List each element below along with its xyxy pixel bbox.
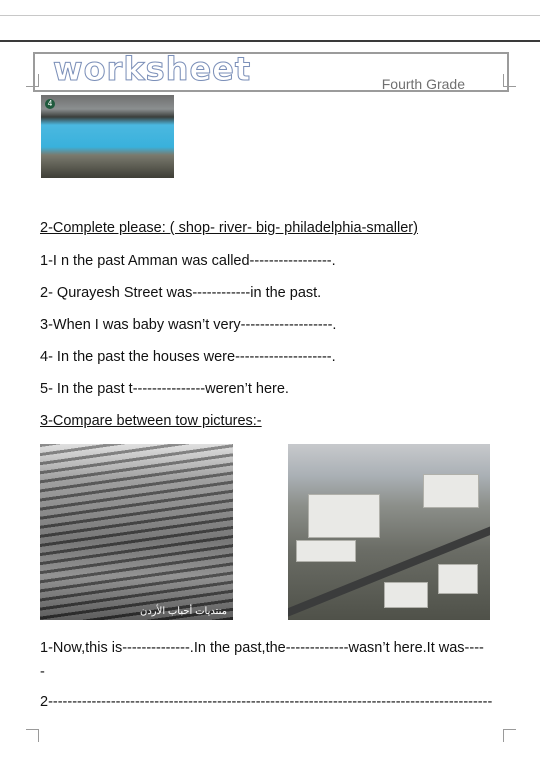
modern-city-photo [288, 444, 490, 620]
roman-theatre-old-photo [40, 444, 233, 620]
section-2-item-4: 4- In the past the houses were--------------------. [40, 349, 336, 365]
city-building [308, 494, 380, 538]
section-2-item-1: 1-I n the past Amman was called-----------------. [40, 253, 336, 269]
crop-mark-bottom-right [503, 729, 516, 742]
header-rule [0, 40, 540, 42]
section-2-item-3: 3-When I was baby wasn’t very-------------------. [40, 317, 337, 333]
section-3-item-1: 1-Now,this is--------------.In the past,the-------------wasn’t here.It was---- [40, 640, 484, 656]
photo-number-badge: 4 [45, 99, 55, 109]
section-2-item-5: 5- In the past t---------------weren’t here. [40, 381, 289, 397]
grade-label: Fourth Grade [381, 76, 465, 92]
top-page-rule [0, 15, 540, 16]
crop-mark-bottom-left [26, 729, 39, 742]
photo-watermark-caption: منتديات أحباب الأردن [140, 606, 227, 617]
section-3-item-2: 2-------------------------------------------------------------------------------------------- [40, 694, 493, 710]
section-3-heading: 3-Compare between tow pictures:- [40, 413, 262, 429]
swimming-pool-photo [41, 95, 174, 178]
city-building [438, 564, 478, 594]
city-building [423, 474, 479, 508]
section-2-heading: 2-Complete please: ( shop- river- big- philadelphia-smaller) [40, 220, 418, 236]
city-building [296, 540, 356, 562]
worksheet-title: worksheet [53, 50, 252, 88]
section-2-item-2: 2- Qurayesh Street was------------in the past. [40, 285, 322, 301]
worksheet-header [33, 52, 509, 92]
city-building [384, 582, 428, 608]
section-3-item-1-continued: - [40, 664, 45, 680]
